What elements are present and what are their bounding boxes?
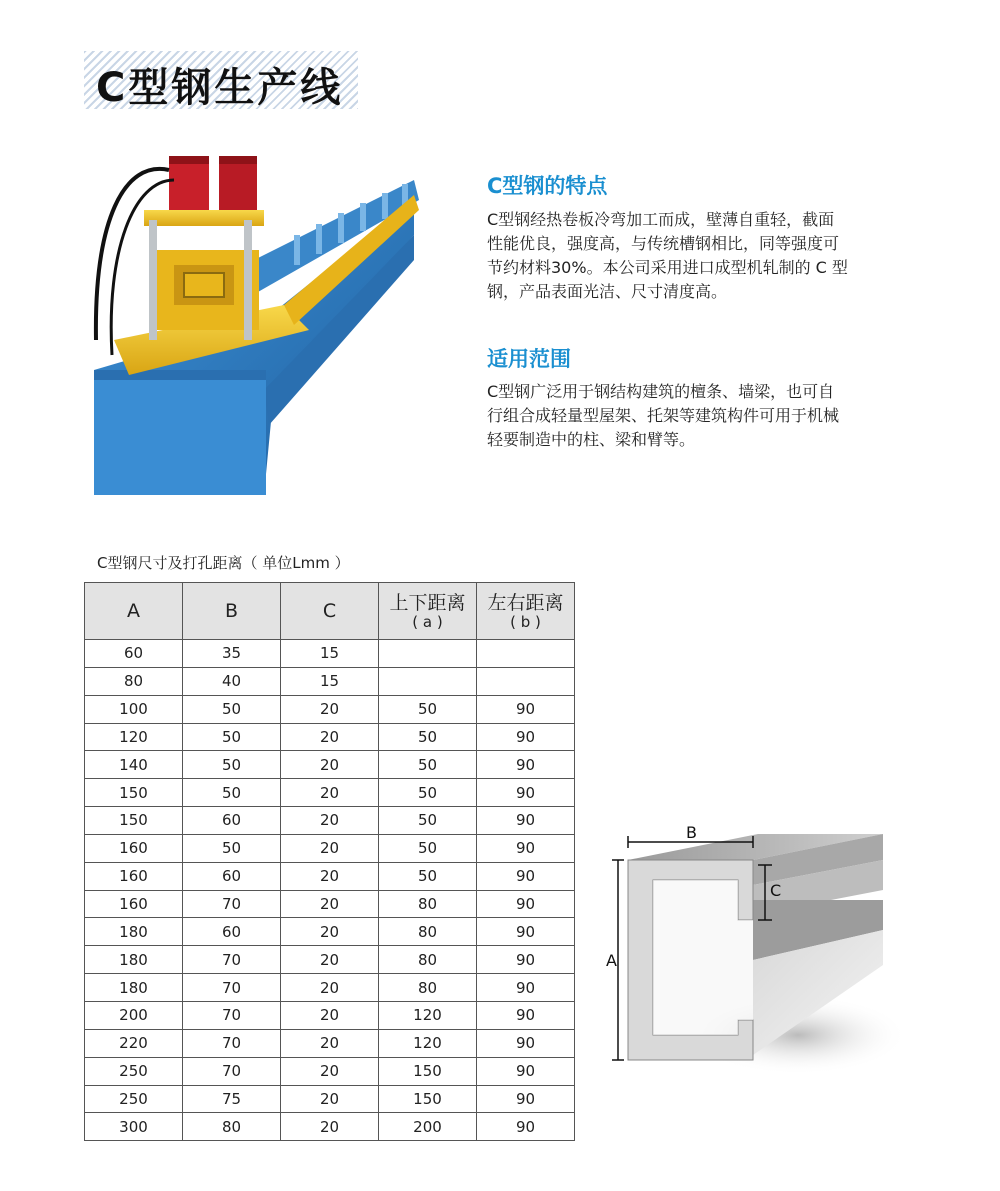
table-cell: 180 <box>85 918 183 946</box>
table-cell: 80 <box>183 1113 281 1141</box>
table-cell: 80 <box>379 890 477 918</box>
table-row <box>85 890 575 918</box>
table-cell: 100 <box>85 695 183 723</box>
table-cell: 90 <box>477 834 575 862</box>
table-row <box>85 1029 575 1057</box>
table-cell: 90 <box>477 695 575 723</box>
table-cell: 50 <box>379 807 477 835</box>
table-cell: 90 <box>477 1113 575 1141</box>
usage-line: 行组合成轻量型屋架、托架等建筑构件可用于机械 <box>487 406 840 425</box>
table-cell: 20 <box>281 890 379 918</box>
table-cell: 20 <box>281 1085 379 1113</box>
table-cell: 80 <box>85 667 183 695</box>
table-cell <box>477 667 575 695</box>
table-cell: 60 <box>183 918 281 946</box>
table-cell: 90 <box>477 723 575 751</box>
table-row <box>85 667 575 695</box>
header-b: B <box>183 583 281 640</box>
table-cell: 150 <box>379 1085 477 1113</box>
table-cell: 160 <box>85 890 183 918</box>
table-cell: 35 <box>183 640 281 668</box>
table-caption: C型钢尺寸及打孔距离（ 单位Lmm ） <box>97 554 350 572</box>
table-row <box>85 974 575 1002</box>
usage-text <box>487 380 907 452</box>
table-cell: 150 <box>85 779 183 807</box>
page-title: C型钢生产线 <box>96 65 344 111</box>
header-a: A <box>85 583 183 640</box>
table-cell: 70 <box>183 1001 281 1029</box>
features-text <box>487 208 907 304</box>
table-cell: 90 <box>477 974 575 1002</box>
table-row <box>85 723 575 751</box>
table-cell: 120 <box>379 1029 477 1057</box>
table-cell: 90 <box>477 751 575 779</box>
table-row <box>85 751 575 779</box>
usage-line: 轻要制造中的柱、梁和臂等。 <box>487 430 696 449</box>
table-cell <box>379 667 477 695</box>
table-row <box>85 695 575 723</box>
table-header-row <box>85 583 575 640</box>
table-cell: 20 <box>281 862 379 890</box>
table-row <box>85 1085 575 1113</box>
table-cell: 20 <box>281 723 379 751</box>
table-cell: 50 <box>183 834 281 862</box>
features-heading: C型钢的特点 <box>487 174 608 198</box>
table-cell: 20 <box>281 974 379 1002</box>
table-cell: 180 <box>85 974 183 1002</box>
features-line: 节约材料30%。本公司采用进口成型机轧制的 C 型 <box>487 258 848 277</box>
table-cell: 50 <box>379 779 477 807</box>
table-cell: 20 <box>281 1113 379 1141</box>
table-cell: 20 <box>281 1001 379 1029</box>
dimension-table <box>84 582 575 1141</box>
usage-line: C型钢广泛用于钢结构建筑的檀条、墙梁，也可自 <box>487 382 835 401</box>
header-vertical-distance: 上下距离 ( a ) <box>379 583 477 640</box>
table-cell: 220 <box>85 1029 183 1057</box>
table-cell: 150 <box>85 807 183 835</box>
table-cell: 60 <box>183 862 281 890</box>
table-row <box>85 640 575 668</box>
header-horizontal-distance: 左右距离 ( b ) <box>477 583 575 640</box>
table-cell: 80 <box>379 974 477 1002</box>
table-cell: 70 <box>183 1057 281 1085</box>
table-cell: 50 <box>379 695 477 723</box>
table-cell: 300 <box>85 1113 183 1141</box>
table-cell: 90 <box>477 1001 575 1029</box>
table-row <box>85 1113 575 1141</box>
table-cell: 20 <box>281 1029 379 1057</box>
table-row <box>85 1057 575 1085</box>
table-cell: 70 <box>183 946 281 974</box>
table-cell: 150 <box>379 1057 477 1085</box>
table-cell: 70 <box>183 1029 281 1057</box>
features-line: 钢，产品表面光洁、尺寸清度高。 <box>487 282 728 301</box>
table-cell: 140 <box>85 751 183 779</box>
table-row <box>85 779 575 807</box>
features-line: C型钢经热卷板冷弯加工而成，壁薄自重轻，截面 <box>487 210 835 229</box>
table-cell: 80 <box>379 946 477 974</box>
table-cell: 90 <box>477 1085 575 1113</box>
table-cell: 120 <box>85 723 183 751</box>
table-body <box>85 640 575 1141</box>
table-cell: 90 <box>477 890 575 918</box>
table-cell: 200 <box>379 1113 477 1141</box>
header-c: C <box>281 583 379 640</box>
usage-heading: 适用范围 <box>487 347 571 371</box>
table-cell: 90 <box>477 1029 575 1057</box>
table-cell: 20 <box>281 834 379 862</box>
table-cell: 50 <box>183 695 281 723</box>
table-cell: 50 <box>183 751 281 779</box>
table-row <box>85 946 575 974</box>
table-cell: 20 <box>281 918 379 946</box>
table-cell: 50 <box>379 834 477 862</box>
table-cell: 180 <box>85 946 183 974</box>
table-cell: 250 <box>85 1057 183 1085</box>
table-row <box>85 1001 575 1029</box>
table-cell: 160 <box>85 834 183 862</box>
table-cell: 20 <box>281 695 379 723</box>
c-channel-diagram <box>598 820 908 1080</box>
table-cell: 60 <box>85 640 183 668</box>
table-cell: 90 <box>477 946 575 974</box>
table-cell: 50 <box>379 862 477 890</box>
table-cell: 120 <box>379 1001 477 1029</box>
table-cell: 20 <box>281 807 379 835</box>
table-row <box>85 807 575 835</box>
table-cell: 90 <box>477 862 575 890</box>
table-cell: 75 <box>183 1085 281 1113</box>
table-cell <box>477 640 575 668</box>
table-cell: 200 <box>85 1001 183 1029</box>
dimension-b-label: B <box>686 823 697 842</box>
table-cell: 90 <box>477 779 575 807</box>
table-cell: 20 <box>281 946 379 974</box>
table-cell: 40 <box>183 667 281 695</box>
table-cell: 15 <box>281 667 379 695</box>
table-row <box>85 834 575 862</box>
table-cell: 70 <box>183 890 281 918</box>
table-cell: 15 <box>281 640 379 668</box>
table-row <box>85 862 575 890</box>
table-cell: 20 <box>281 751 379 779</box>
table-cell: 70 <box>183 974 281 1002</box>
table-cell: 80 <box>379 918 477 946</box>
table-cell: 50 <box>183 779 281 807</box>
table-cell: 20 <box>281 1057 379 1085</box>
table-cell: 90 <box>477 918 575 946</box>
table-row <box>85 918 575 946</box>
table-cell <box>379 640 477 668</box>
table-cell: 90 <box>477 1057 575 1085</box>
table-cell: 90 <box>477 807 575 835</box>
production-line-machine-image <box>84 140 424 500</box>
table-cell: 250 <box>85 1085 183 1113</box>
dimension-c-label: C <box>770 881 782 900</box>
table-cell: 50 <box>379 723 477 751</box>
table-cell: 50 <box>183 723 281 751</box>
table-cell: 60 <box>183 807 281 835</box>
dimension-a-label: A <box>606 951 617 970</box>
table-cell: 50 <box>379 751 477 779</box>
table-cell: 160 <box>85 862 183 890</box>
features-line: 性能优良，强度高，与传统槽钢相比，同等强度可 <box>487 234 840 253</box>
table-cell: 20 <box>281 779 379 807</box>
